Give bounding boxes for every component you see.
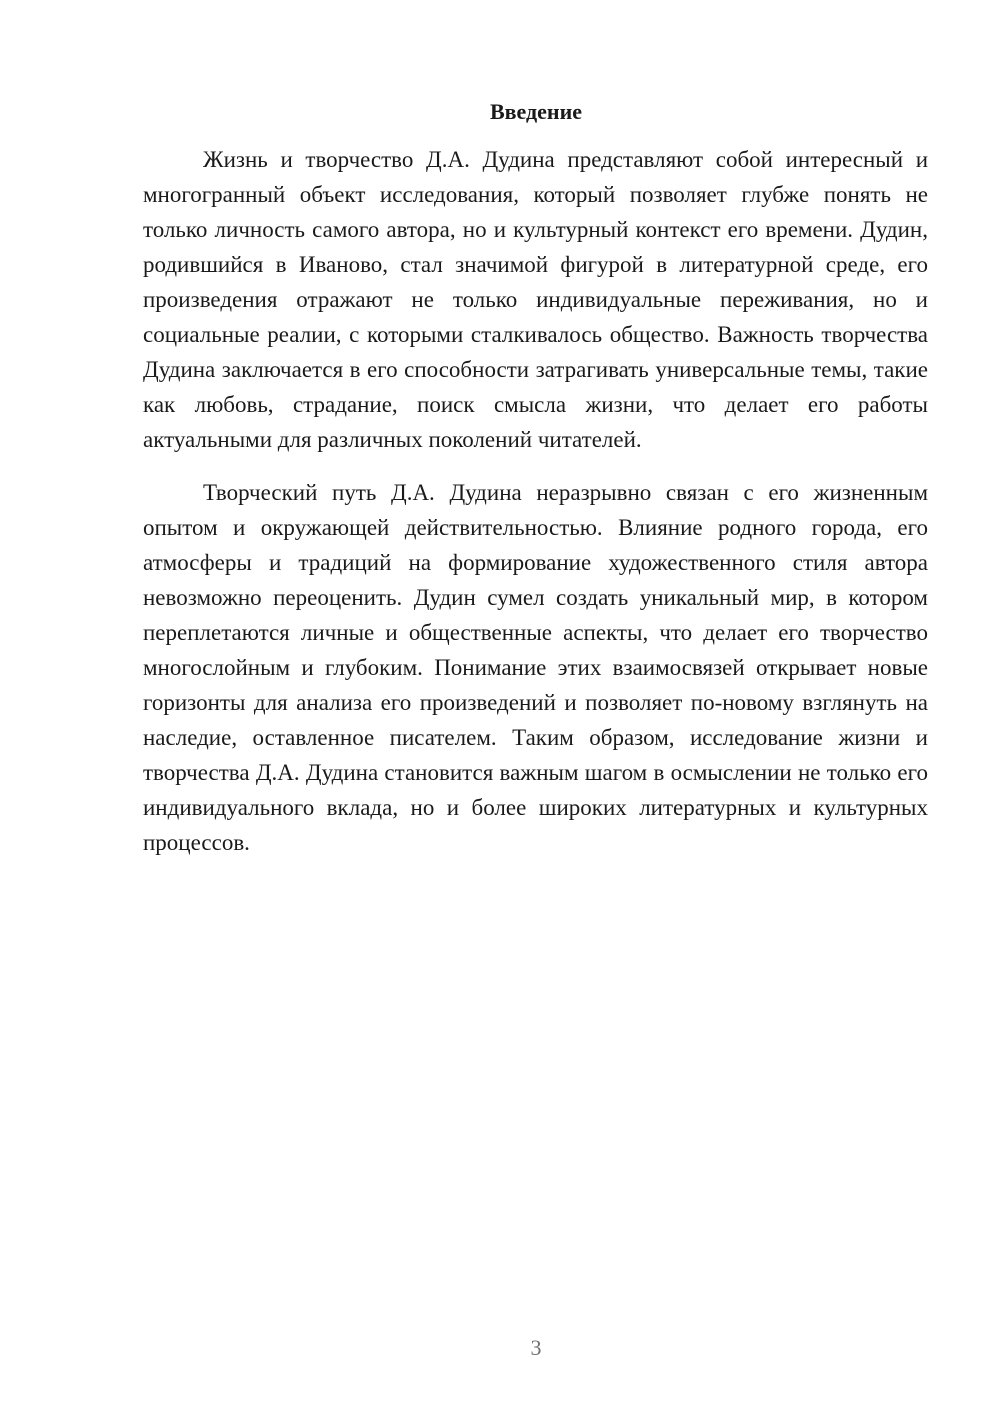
section-heading: Введение [489,99,583,124]
body-text [143,142,928,860]
paragraph-2: Творческий путь Д.А. Дудина неразрывно связан с его жизненным опытом и окружающей действительностью. Влияние родного города, его атмосферы и традиций на формирование художественного стиля автора невозможно переоценить. Дудин сумел создать уникальный мир, в котором переплетаются личные и общественные аспекты, что делает его творчество многослойным и глубоким. Понимание этих взаимосвязей открывает новые горизонты для анализа его произведений и позволяет по-новому взглянуть на наследие, оставленное писателем. Таким образом, исследование жизни и творчества Д.А. Дудина становится важным шагом в осмыслении не только его индивидуального вклада, но и более широких литературных и культурных процессов. [143,480,928,855]
paragraph-1: Жизнь и творчество Д.А. Дудина представляют собой интересный и многогранный объект исследования, который позволяет глубже понять не только личность самого автора, но и культурный контекст его времени. Дудин, родившийся в Иваново, стал значимой фигурой в литературной среде, его произведения отражают не только индивидуальные переживания, но и социальные реалии, с которыми сталкивалось общество. Важность творчества Дудина заключается в его способности затрагивать универсальные темы, такие как любовь, страдание, поиск смысла жизни, что делает его работы актуальными для различных поколений читателей. [143,147,928,452]
page-number: 3 [530,1335,542,1360]
